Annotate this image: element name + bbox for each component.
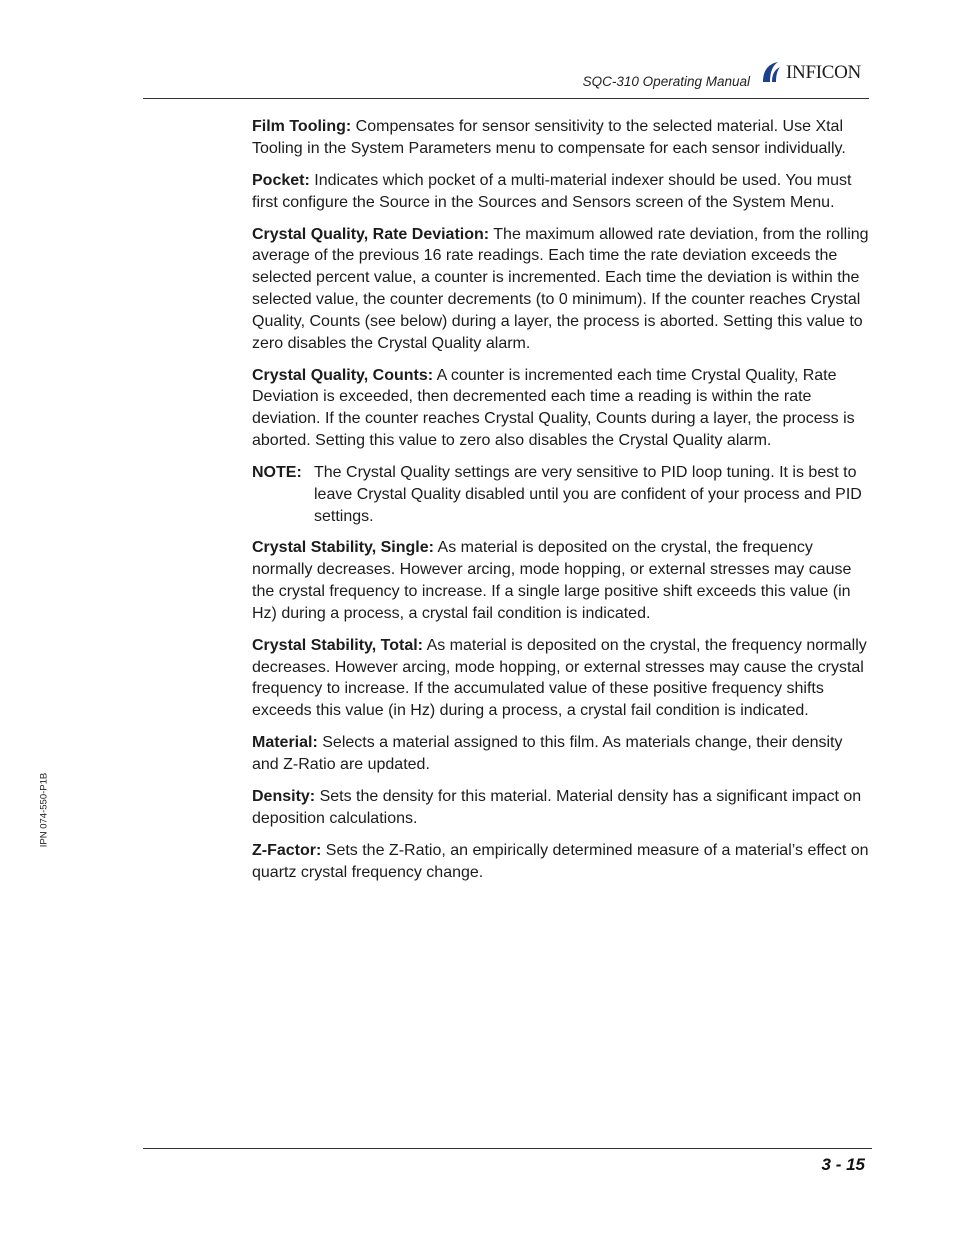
definition-term: Crystal Quality, Rate Deviation: <box>252 225 490 243</box>
definition-text: As material is deposited on the crystal, the frequency normally decreases. However arcing, mode hopping, or external stresses may cause the crystal frequency to increase. If a single large positive shift exceeds this value (in Hz) during a process, a crystal fail condition is indicated. <box>252 539 852 622</box>
inficon-logo <box>760 59 861 85</box>
definition-material <box>252 732 870 776</box>
page-number: 3 - 15 <box>821 1155 865 1174</box>
definition-crystal-quality-rate-deviation <box>252 224 870 355</box>
definition-text: Compensates for sensor sensitivity to the selected material. Use Xtal Tooling in the System Parameters menu to compensate for each sensor individually. <box>252 118 846 157</box>
definition-term: Pocket: <box>252 171 310 189</box>
definition-crystal-quality-counts <box>252 365 870 452</box>
definition-text: Sets the Z-Ratio, an empirically determined measure of a material’s effect on quartz crystal frequency change. <box>252 841 869 881</box>
definition-term: Material: <box>252 734 318 752</box>
definition-text: The maximum allowed rate deviation, from the rolling average of the previous 16 rate readings. Each time the rate deviation exceeds the selected percent value, a counter is incremented. Each time the deviation is within the selected value, the counter decrements (to 0 minimum). If the counter reaches Crystal Quality, Counts (see below) during a layer, the process is aborted. Setting this value to zero disables the Crystal Quality alarm. <box>252 225 869 352</box>
page-body <box>252 116 870 894</box>
definition-density <box>252 786 870 830</box>
definition-z-factor <box>252 840 870 884</box>
definition-text: Indicates which pocket of a multi-material indexer should be used. You must first configure the Source in the Sources and Sensors screen of the System Menu. <box>252 171 852 211</box>
manual-title: SQC-310 Operating Manual <box>582 74 750 89</box>
definition-term: Crystal Stability, Total: <box>252 636 423 654</box>
document-part-number: IPN 074-550-P1B <box>38 772 50 848</box>
definition-pocket <box>252 170 870 214</box>
footer-divider <box>143 1148 872 1149</box>
definition-text: Selects a material assigned to this film. As materials change, their density and Z-Ratio are updated. <box>252 734 843 774</box>
note-label: NOTE: <box>252 463 302 481</box>
definition-term: Z-Factor: <box>252 841 322 859</box>
definition-term: Crystal Stability, Single: <box>252 539 434 557</box>
definition-text: As material is deposited on the crystal, the frequency normally decreases. However arcing, mode hopping, or external stresses may cause the crystal frequency to increase. If the accumulated value of these positive frequency shifts exceeds this value (in Hz) during a process, a crystal fail condition is indicated. <box>252 636 867 720</box>
logo-wordmark: INFICON <box>786 61 861 83</box>
definition-crystal-stability-single <box>252 537 870 624</box>
definition-film-tooling <box>252 116 870 160</box>
note-text: The Crystal Quality settings are very sensitive to PID loop tuning. It is best to leave Crystal Quality disabled until you are confident of your process and PID settings. <box>314 463 862 525</box>
definition-crystal-stability-total <box>252 635 870 722</box>
definition-text: Sets the density for this material. Material density has a significant impact on deposition calculations. <box>252 788 862 827</box>
note-block <box>252 462 870 527</box>
header-divider <box>143 98 869 99</box>
definition-term: Film Tooling: <box>252 118 352 135</box>
inficon-logo-icon <box>760 60 782 84</box>
definition-text: A counter is incremented each time Crystal Quality, Rate Deviation is exceeded, then decremented each time a reading is within the rate deviation. If the counter reaches Crystal Quality, Counts during a layer, the process is aborted. Setting this value to zero also disables the Crystal Quality alarm. <box>252 366 855 449</box>
definition-term: Density: <box>252 788 316 806</box>
definition-term: Crystal Quality, Counts: <box>252 366 434 384</box>
